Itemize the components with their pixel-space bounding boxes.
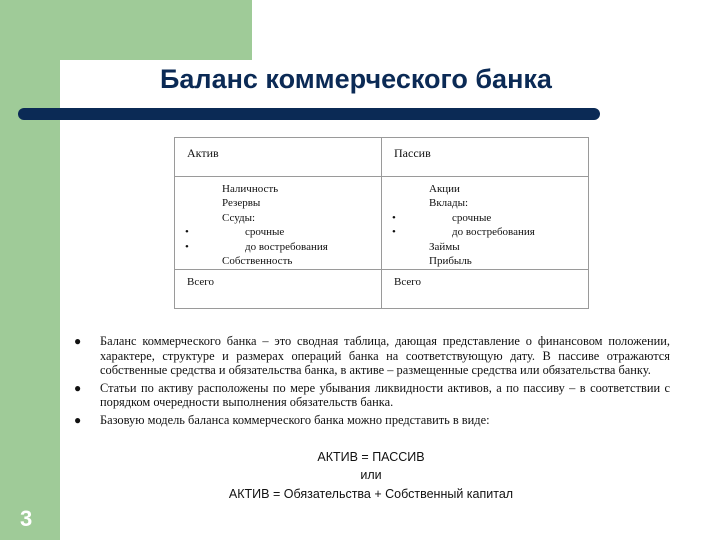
bullet-dot-icon: • (392, 211, 396, 224)
liabilities-cell (382, 177, 589, 270)
slide-number: 3 (20, 506, 33, 531)
assets-list (175, 177, 381, 268)
bullet-dot-icon: • (392, 226, 396, 239)
table-header-assets (175, 138, 382, 177)
bullet-dot-icon: ● (74, 380, 82, 395)
formula-or: или (360, 468, 382, 482)
total-assets-cell (175, 270, 382, 309)
total-label: Всего (187, 276, 214, 288)
table-list-item (175, 225, 381, 239)
balance-table (174, 137, 589, 309)
sub-item-text: до востребования (452, 226, 535, 239)
table-list-item (175, 240, 381, 254)
bullet-dot-icon: ● (74, 412, 82, 427)
header-label: Актив (187, 146, 219, 160)
bullet-item (72, 413, 670, 428)
table-list-item: Займы (429, 240, 460, 253)
top-green-block (0, 0, 252, 60)
liabilities-list (382, 177, 588, 268)
table-list-item: Ссуды: (222, 211, 256, 224)
table-list-item: Вклады: (429, 197, 469, 210)
total-label: Всего (394, 276, 421, 288)
table-list-item: Наличность (222, 183, 279, 195)
bullet-item (72, 381, 670, 410)
table-list-item (382, 225, 588, 239)
bullet-item (72, 334, 670, 378)
sub-item-text: срочные (452, 211, 492, 224)
bullet-dot-icon: • (185, 240, 189, 253)
assets-cell (175, 177, 382, 270)
bullet-text: Статьи по активу расположены по мере убывания ликвидности активов, а по пассиву – в соответствии с порядком очередности выполнения обязательств банка. (100, 380, 670, 410)
bullet-dot-icon: • (185, 226, 189, 239)
bullet-list (72, 334, 670, 431)
bullet-dot-icon: ● (74, 334, 82, 348)
title-underline-bar (18, 108, 600, 120)
table-list-item: Акции (429, 183, 460, 195)
header-label: Пассив (394, 146, 431, 160)
table-list-item: Прибыль (429, 255, 472, 268)
table-list-item: Собственность (222, 255, 293, 268)
table-list-item (382, 211, 588, 225)
formula-line: АКТИВ = Обязательства + Собственный капитал (228, 487, 514, 501)
table-header-liabilities (382, 138, 589, 177)
bullet-text: Баланс коммерческого банка – это сводная таблица, дающая представление о финансовом положении, характере, структуре и размерах операций банка на соответствующую дату. В пассиве отражаются собственные средства и обязательства банка, в активе – размещенные средства или обязательства банку. (100, 334, 670, 378)
left-green-band (0, 0, 60, 540)
sub-item-text: срочные (245, 226, 285, 239)
formula-line: АКТИВ = ПАССИВ (317, 450, 425, 464)
table-list-item: Резервы (222, 197, 261, 210)
bullet-text: Базовую модель баланса коммерческого банка можно представить в виде: (100, 412, 490, 427)
total-liabilities-cell (382, 270, 589, 309)
slide-title: Баланс коммерческого банка (160, 64, 552, 94)
sub-item-text: до востребования (245, 240, 328, 253)
